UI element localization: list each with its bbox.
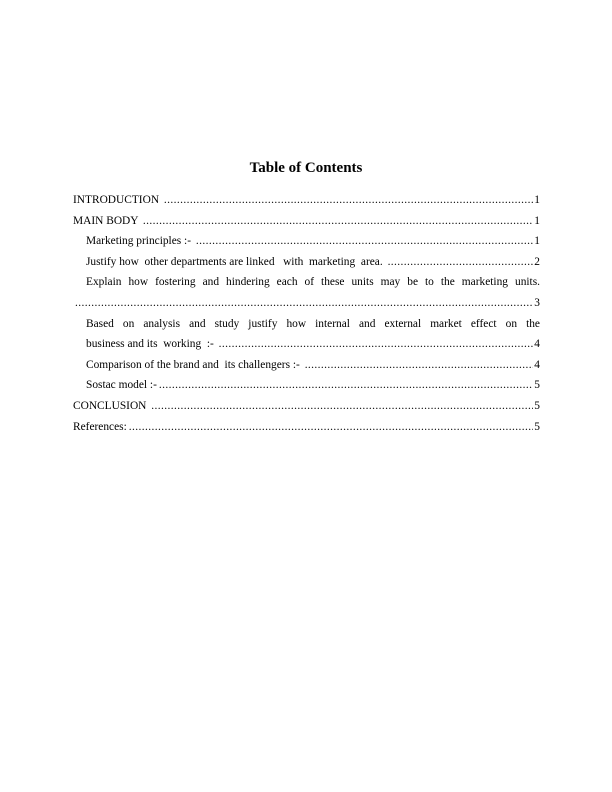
toc-entry-text: References: bbox=[73, 420, 127, 433]
toc-entry-text: Comparison of the brand and its challengers :- bbox=[86, 358, 303, 371]
toc-page-number: 5 bbox=[534, 420, 540, 433]
toc-entry-sostac-model[interactable] bbox=[73, 375, 540, 396]
toc-entry-comparison-brand[interactable] bbox=[73, 355, 540, 376]
toc-entry-text: INTRODUCTION bbox=[73, 194, 162, 206]
toc-entry-based-on-analysis-line2[interactable] bbox=[73, 334, 540, 355]
table-of-contents bbox=[73, 190, 540, 437]
dot-leader bbox=[159, 375, 533, 396]
toc-page-number: 4 bbox=[534, 338, 540, 351]
toc-entry-main-body[interactable] bbox=[73, 211, 540, 232]
dot-leader bbox=[388, 252, 534, 273]
dot-leader bbox=[143, 211, 533, 232]
toc-entry-introduction[interactable] bbox=[73, 190, 540, 211]
dot-leader bbox=[75, 293, 533, 314]
toc-entry-text: Marketing principles :- bbox=[86, 235, 194, 248]
dot-leader bbox=[164, 190, 533, 211]
dot-leader bbox=[151, 396, 533, 417]
dot-leader bbox=[305, 355, 534, 376]
dot-leader bbox=[129, 417, 534, 438]
toc-page-number: 2 bbox=[534, 255, 540, 268]
toc-entry-based-on-analysis-line1[interactable]: Based on analysis and study justify how internal and external market effect on the bbox=[86, 317, 540, 330]
toc-page-number: 4 bbox=[534, 358, 540, 371]
toc-title: Table of Contents bbox=[249, 160, 363, 176]
toc-entry-text: Justify how other departments are linked with marketing area. bbox=[86, 255, 386, 268]
toc-entry-justify-departments[interactable] bbox=[73, 252, 540, 273]
toc-page-number: 3 bbox=[534, 296, 540, 309]
toc-entry-text: MAIN BODY bbox=[73, 214, 141, 227]
toc-entry-text: Sostac model :- bbox=[86, 379, 157, 392]
dot-leader bbox=[219, 334, 534, 355]
toc-entry-explain-fostering-line2[interactable] bbox=[73, 293, 540, 314]
toc-page-number: 1 bbox=[534, 214, 540, 227]
toc-page-number: 5 bbox=[534, 399, 540, 412]
toc-entry-marketing-principles[interactable] bbox=[73, 231, 540, 252]
toc-entry-text: CONCLUSION bbox=[73, 399, 150, 412]
dot-leader bbox=[196, 231, 533, 252]
toc-page-number: 5 bbox=[534, 379, 540, 392]
toc-entry-conclusion[interactable] bbox=[73, 396, 540, 417]
toc-page-number: 1 bbox=[534, 235, 540, 248]
toc-entry-explain-fostering-line1[interactable]: Explain how fostering and hindering each of these units may be to the marketing units. bbox=[86, 276, 540, 289]
toc-entry-text: business and its working :- bbox=[86, 338, 217, 351]
toc-entry-references[interactable] bbox=[73, 417, 540, 438]
toc-page-number: 1 bbox=[534, 194, 540, 206]
